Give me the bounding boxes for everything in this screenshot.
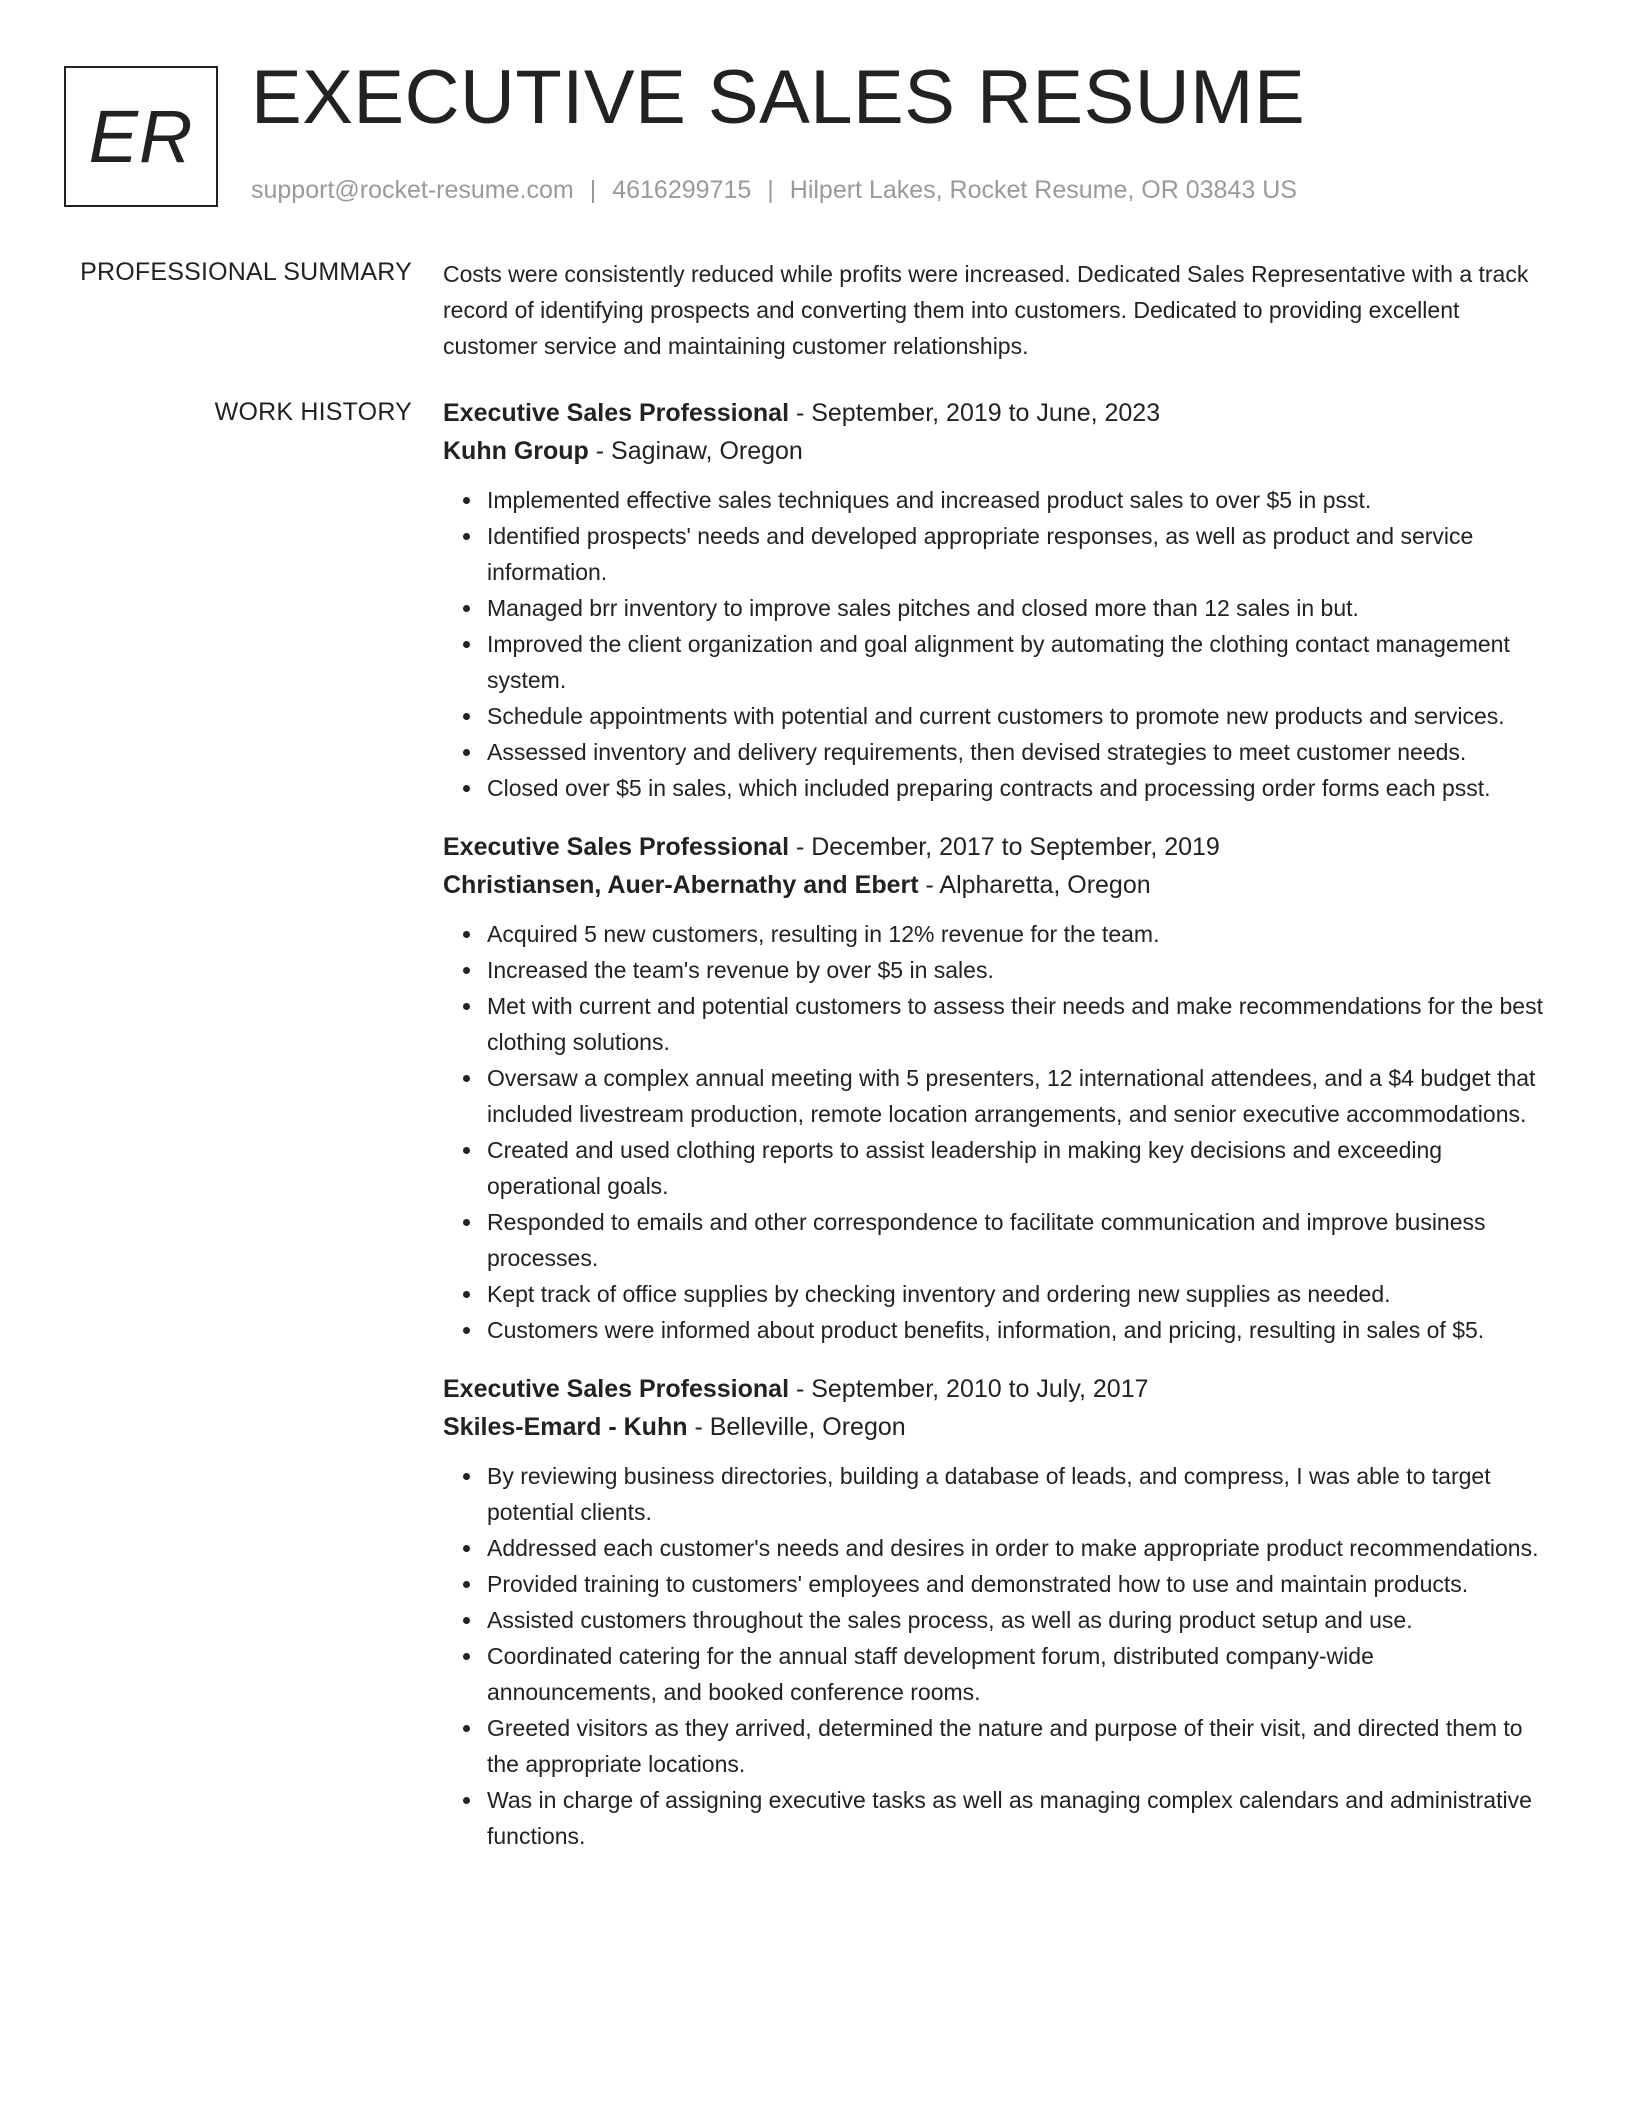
resume-title: EXECUTIVE SALES RESUME (251, 55, 1306, 140)
job-bullet-list (443, 482, 1543, 806)
job-bullet: Increased the team's revenue by over $5 in sales. (487, 952, 1543, 988)
job-bullet: Created and used clothing reports to assist leadership in making key decisions and exceeding operational goals. (487, 1132, 1543, 1204)
job-bullet: Improved the client organization and goal alignment by automating the clothing contact management system. (487, 626, 1543, 698)
job-bullet: Coordinated catering for the annual staff development forum, distributed company-wide announcements, and booked conference rooms. (487, 1638, 1543, 1710)
job-bullet: Addressed each customer's needs and desires in order to make appropriate product recommendations. (487, 1530, 1543, 1566)
job-bullet: Kept track of office supplies by checking inventory and ordering new supplies as needed. (487, 1276, 1543, 1312)
job-bullet: By reviewing business directories, building a database of leads, and compress, I was able to target potential clients. (487, 1458, 1543, 1530)
summary-text: Costs were consistently reduced while profits were increased. Dedicated Sales Representative with a track record of identifying prospects and converting them into customers. Dedicated to providing excellent customer service and maintaining customer relationships. (443, 261, 1529, 359)
work-history-label: WORK HISTORY (214, 398, 412, 426)
job-company-line (443, 866, 1543, 904)
job-bullet: Customers were informed about product benefits, information, and pricing, resulting in sales of $5. (487, 1312, 1543, 1348)
job-entry (443, 1370, 1543, 1854)
job-location: - Alpharetta, Oregon (918, 871, 1151, 899)
contact-separator: | (589, 176, 597, 204)
contact-phone: 4616299715 (612, 176, 752, 204)
job-bullet: Provided training to customers' employees and demonstrated how to use and maintain products. (487, 1566, 1543, 1602)
monogram-box (64, 66, 218, 207)
job-title-line (443, 828, 1543, 866)
summary-body (443, 256, 1543, 364)
job-entry (443, 828, 1543, 1348)
job-company: Skiles-Emard - Kuhn (443, 1413, 688, 1441)
job-bullet: Identified prospects' needs and developed appropriate responses, as well as product and service information. (487, 518, 1543, 590)
job-bullet-list (443, 916, 1543, 1348)
work-history-body (443, 394, 1543, 1876)
monogram-initials: ER (88, 94, 194, 178)
job-entry (443, 394, 1543, 806)
job-bullet: Responded to emails and other correspondence to facilitate communication and improve business processes. (487, 1204, 1543, 1276)
job-title: Executive Sales Professional (443, 1375, 790, 1403)
job-bullet: Was in charge of assigning executive tasks as well as managing complex calendars and administrative functions. (487, 1782, 1543, 1854)
job-bullet: Met with current and potential customers to assess their needs and make recommendations for the best clothing solutions. (487, 988, 1543, 1060)
job-company: Christiansen, Auer-Abernathy and Ebert (443, 871, 919, 899)
job-title-line (443, 394, 1543, 432)
job-bullet: Implemented effective sales techniques and increased product sales to over $5 in psst. (487, 482, 1543, 518)
contact-address: Hilpert Lakes, Rocket Resume, OR 03843 US (789, 176, 1297, 204)
job-bullet: Oversaw a complex annual meeting with 5 presenters, 12 international attendees, and a $4 budget that included livestream production, remote location arrangements, and senior executive accommodations. (487, 1060, 1543, 1132)
job-location: - Belleville, Oregon (687, 1413, 906, 1441)
job-bullet: Closed over $5 in sales, which included preparing contracts and processing order forms each psst. (487, 770, 1543, 806)
job-company: Kuhn Group (443, 437, 589, 465)
job-title: Executive Sales Professional (443, 833, 790, 861)
job-dates: - September, 2010 to July, 2017 (789, 1375, 1149, 1403)
job-bullet: Assessed inventory and delivery requirements, then devised strategies to meet customer needs. (487, 734, 1543, 770)
job-bullet-list (443, 1458, 1543, 1854)
job-company-line (443, 1408, 1543, 1446)
job-bullet: Greeted visitors as they arrived, determined the nature and purpose of their visit, and directed them to the appropriate locations. (487, 1710, 1543, 1782)
job-title-line (443, 1370, 1543, 1408)
job-bullet: Managed brr inventory to improve sales pitches and closed more than 12 sales in but. (487, 590, 1543, 626)
job-bullet: Assisted customers throughout the sales process, as well as during product setup and use. (487, 1602, 1543, 1638)
job-bullet: Acquired 5 new customers, resulting in 12% revenue for the team. (487, 916, 1543, 952)
contact-line (251, 175, 1297, 205)
summary-label: PROFESSIONAL SUMMARY (80, 258, 412, 286)
contact-separator: | (767, 176, 774, 204)
job-dates: - December, 2017 to September, 2019 (789, 833, 1220, 861)
job-company-line (443, 432, 1543, 470)
job-title: Executive Sales Professional (443, 399, 790, 427)
job-dates: - September, 2019 to June, 2023 (789, 399, 1161, 427)
job-bullet: Schedule appointments with potential and current customers to promote new products and services. (487, 698, 1543, 734)
contact-email: support@rocket-resume.com (251, 176, 574, 204)
job-location: - Saginaw, Oregon (588, 437, 803, 465)
